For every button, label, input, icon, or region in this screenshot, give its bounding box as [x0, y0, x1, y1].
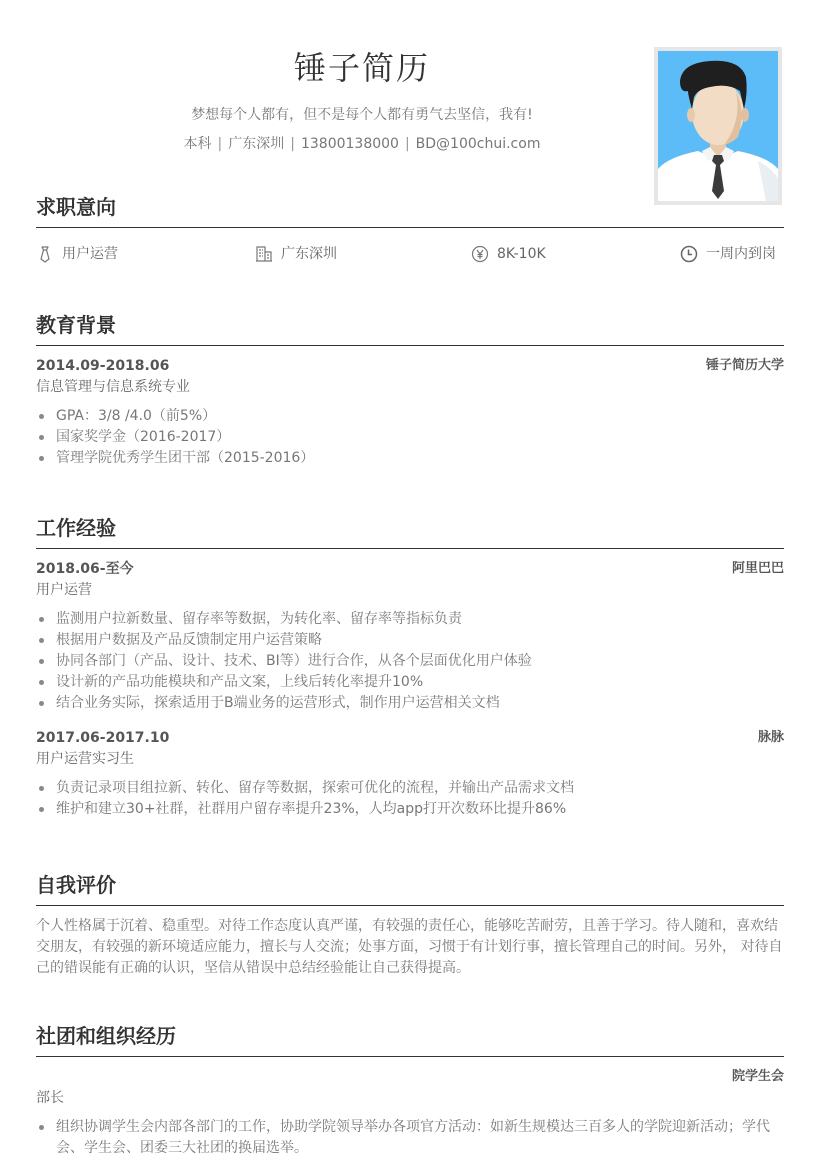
entry-date: 2018.06-至今: [36, 561, 134, 577]
intent-label: 用户运营: [62, 246, 118, 262]
bullet-list: [36, 778, 784, 820]
work-entry: [36, 559, 784, 714]
bullet-list: [36, 609, 784, 714]
intent-label: 8K-10K: [497, 246, 546, 262]
entry-org: 脉脉: [757, 730, 784, 745]
contact-education: 本科: [183, 136, 212, 152]
intent-row: [36, 238, 784, 270]
list-item: 设计新的产品功能模块和产品文案，上线后转化率提升10%: [36, 672, 784, 693]
entry-role: 信息管理与信息系统专业: [36, 379, 190, 395]
separator: |: [290, 136, 295, 152]
list-item: 监测用户拉新数量、留存率等数据，为转化率、留存率等指标负责: [36, 609, 784, 630]
intent-availability: [680, 244, 776, 264]
section-title: 工作经验: [36, 514, 784, 549]
contact-phone: 13800138000: [300, 136, 399, 152]
entry-org: 院学生会: [731, 1069, 784, 1084]
building-icon: [255, 245, 273, 263]
work-entry: [36, 728, 784, 820]
section-self-evaluation: [36, 871, 784, 979]
list-item: 协同各部门（产品、设计、技术、BI等）进行合作，从各个层面优化用户体验: [36, 651, 784, 672]
intent-position: [36, 244, 118, 264]
intent-label: 广东深圳: [281, 246, 337, 262]
entry-org: 锤子简历大学: [705, 358, 784, 373]
separator: |: [404, 136, 410, 152]
club-entry: [36, 1067, 784, 1159]
list-item: GPA：3/8 /4.0（前5%）: [36, 406, 784, 427]
list-item: 根据用户数据及产品反馈制定用户运营策略: [36, 630, 784, 651]
list-item: 负责记录项目组拉新、转化、留存等数据，探索可优化的流程，并输出产品需求文档: [36, 778, 784, 799]
list-item: 管理学院优秀学生团干部（2015-2016）: [36, 448, 784, 469]
list-item: 组织协调学生会内部各部门的工作，协助学院领导举办各项官方活动：如新生规模达三百多人的学院迎新活动；学代会、学生会、团委三大社团的换届选举。: [36, 1117, 784, 1159]
avatar-photo: [654, 47, 782, 205]
section-title: 社团和组织经历: [36, 1022, 784, 1057]
resume-name: 锤子简历: [293, 49, 430, 87]
section-title: 自我评价: [36, 871, 784, 906]
self-evaluation-text: 个人性格属于沉着、稳重型。对待工作态度认真严谨，有较强的责任心，能够吃苦耐劳，且善于学习。待人随和，喜欢结交朋友，有较强的新环境适应能力，擅长与人交流；处事方面，习惯于有计划行事，擅长管理自己的时间。另外， 对待自己的错误能有正确的认识，坚信从错误中总结经验能让自己获得提高。: [36, 918, 783, 976]
list-item: 国家奖学金（2016-2017）: [36, 427, 784, 448]
intent-label: 一周内到岗: [706, 246, 776, 262]
intent-salary: [471, 244, 546, 264]
contact-line: [0, 134, 724, 154]
section-job-intent: [36, 193, 784, 270]
section-work: [36, 514, 784, 820]
entry-role: 用户运营: [36, 582, 92, 598]
section-title: 教育背景: [36, 311, 784, 346]
list-item: 维护和建立30+社群，社群用户留存率提升23%，人均app打开次数环比提升86%: [36, 799, 784, 820]
section-education: [36, 311, 784, 469]
entry-date: 2017.06-2017.10: [36, 730, 170, 746]
section-clubs: [36, 1022, 784, 1159]
entry-org: 阿里巴巴: [731, 561, 784, 576]
list-item: 结合业务实际，探索适用于B端业务的运营形式，制作用户运营相关文档: [36, 693, 784, 714]
entry-role: 用户运营实习生: [36, 751, 134, 767]
bullet-list: [36, 1117, 784, 1159]
resume-header: [0, 0, 820, 200]
separator: |: [217, 136, 223, 152]
tie-icon: [36, 245, 54, 263]
intent-location: [255, 244, 337, 264]
resume-motto: 梦想每个人都有，但不是每个人都有勇气去坚信，我有!: [191, 107, 533, 123]
section-title: 求职意向: [36, 193, 784, 228]
entry-date: 2014.09-2018.06: [36, 358, 170, 374]
contact-email: BD@100chui.com: [415, 136, 541, 152]
entry-role: 部长: [36, 1090, 64, 1106]
avatar-icon: [658, 51, 778, 201]
clock-icon: [680, 245, 698, 263]
education-entry: [36, 356, 784, 469]
bullet-list: [36, 406, 784, 469]
yen-icon: [471, 245, 489, 263]
contact-location: 广东深圳: [228, 136, 285, 152]
